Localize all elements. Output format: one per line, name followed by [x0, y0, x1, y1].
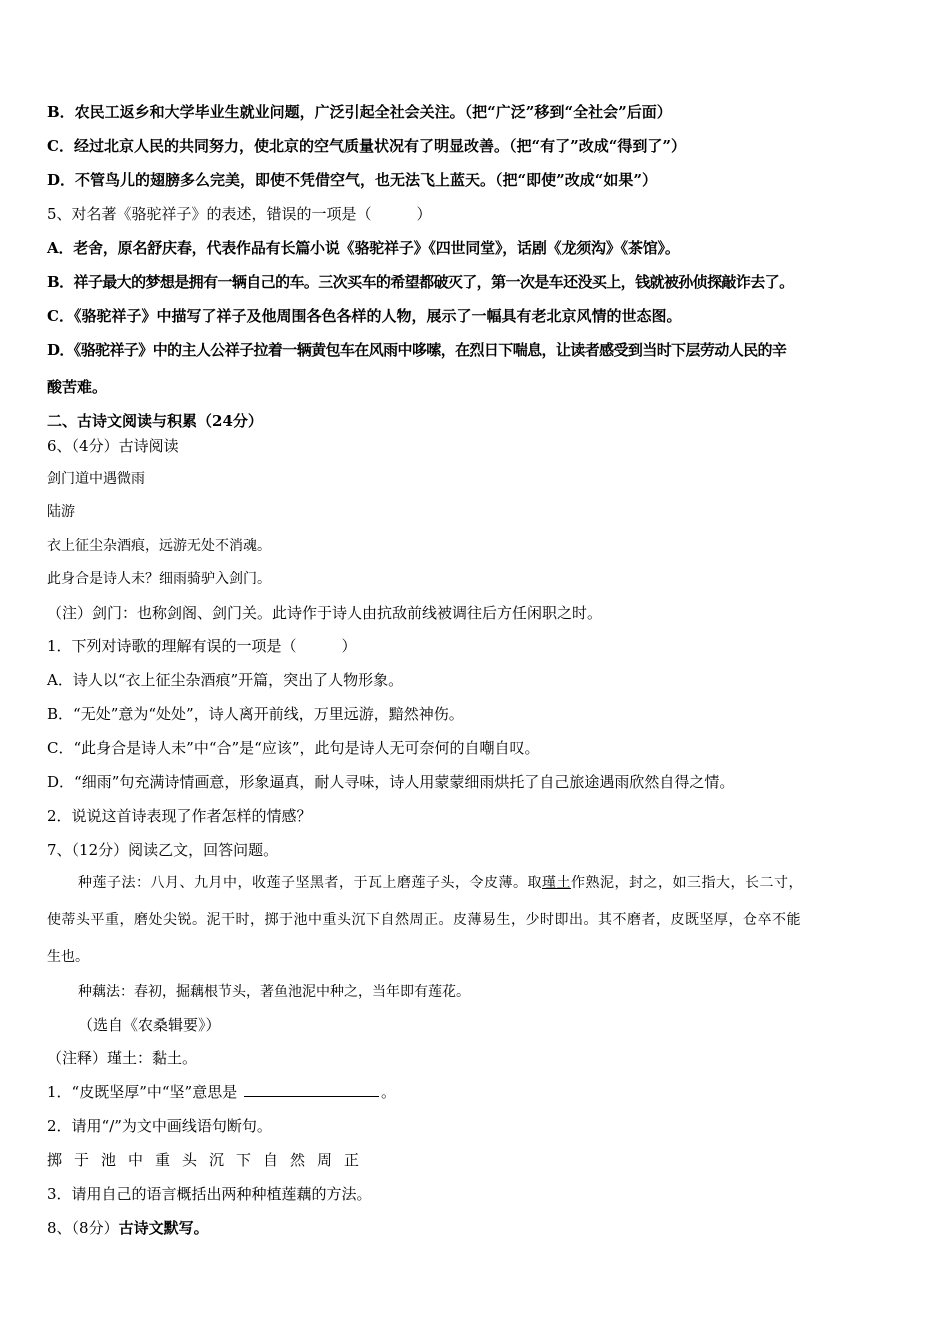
answer-blank[interactable]	[244, 1082, 379, 1097]
q6-stem: 6、（4分）古诗阅读	[47, 437, 179, 455]
q7-sub2-sentence: 掷于池中重头沉下自然周正	[47, 1151, 372, 1169]
q7-sub1-end: 。	[381, 1083, 397, 1101]
q7-passage-p1-line2: 使蒂头平重，磨处尖锐。泥干时，掷于池中重头沉下自然周正。皮薄易生，少时即出。其不磨者，皮既坚厚，仓卒不能	[47, 912, 801, 928]
q7-sub3: 3．请用自己的语言概括出两种种植莲藕的方法。	[47, 1185, 372, 1203]
q7-stem: 7、（12分）阅读乙文，回答问题。	[47, 841, 279, 859]
q7-passage-p1-line3: 生也。	[47, 949, 89, 965]
q5-option-c: C．《骆驼祥子》中描写了祥子及他周围各色各样的人物，展示了一幅具有老北京风情的世态图。	[47, 307, 682, 325]
poem-note: （注）剑门：也称剑阁、剑门关。此诗作于诗人由抗敌前线被调往后方任闲职之时。	[47, 604, 603, 622]
q7-sub2: 2．请用“/”为文中画线语句断句。	[47, 1117, 272, 1135]
q8-title: 古诗文默写。	[118, 1219, 209, 1237]
q7-source: （选自《农桑辑要》）	[78, 1016, 221, 1034]
poem-title: 剑门道中遇微雨	[47, 471, 145, 487]
q7-note: （注释）瑾土：黏土。	[47, 1049, 198, 1067]
q6-option-b: B．“无处”意为“处处”，诗人离开前线，万里远游，黯然神伤。	[47, 705, 464, 723]
section-2-title: 二、古诗文阅读与积累（24分）	[47, 412, 263, 430]
q4-option-c: C．经过北京人民的共同努力，使北京的空气质量状况有了明显改善。（把“有了”改成“得到了”）	[47, 137, 686, 155]
q5-option-a: A．老舍，原名舒庆春，代表作品有长篇小说《骆驼祥子》《四世同堂》，话剧《龙须沟》《茶馆》。	[47, 239, 680, 257]
q5-option-d-line2: 酸苦难。	[47, 378, 108, 396]
q7-sub1-text: 1．“皮既坚厚”中“坚”意思是	[47, 1083, 238, 1101]
q8-number: 8、（8分）	[47, 1219, 119, 1237]
poem-poet: 陆游	[47, 504, 75, 520]
q7-p1-text-a: 种莲子法：八月、九月中，收莲子坚黑者，于瓦上磨莲子头，令皮薄。取	[78, 875, 542, 891]
q7-p1-underlined-word: 瑾土	[542, 875, 571, 891]
q4-option-b: B．农民工返乡和大学毕业生就业问题，广泛引起全社会关注。（把“广泛”移到“全社会”后面）	[47, 103, 672, 121]
poem-line-2: 此身合是诗人未？细雨骑驴入剑门。	[47, 571, 271, 587]
q6-sub2: 2．说说这首诗表现了作者怎样的情感？	[47, 807, 312, 825]
q4-option-d: D．不管鸟儿的翅膀多么完美，即使不凭借空气，也无法飞上蓝天。（把“即使”改成“如果”）	[47, 171, 658, 189]
q6-sub1: 1．下列对诗歌的理解有误的一项是（ ）	[47, 637, 357, 655]
q8-stem	[47, 1218, 209, 1238]
q7-passage-p2: 种藕法：春初，掘藕根节头，著鱼池泥中种之，当年即有莲花。	[78, 984, 470, 1000]
q6-option-a: A．诗人以“衣上征尘杂酒痕”开篇，突出了人物形象。	[47, 671, 404, 689]
poem-line-1: 衣上征尘杂酒痕，远游无处不消魂。	[47, 538, 271, 554]
q5-option-b: B．祥子最大的梦想是拥有一辆自己的车。三次买车的希望都破灭了，第一次是车还没买上，钱就被孙侦探敲诈去了。	[47, 273, 794, 291]
q5-stem: 5、对名著《骆驼祥子》的表述，错误的一项是（ ）	[47, 205, 432, 223]
q5-option-d-line1: D．《骆驼祥子》中的主人公祥子拉着一辆黄包车在风雨中哆嗦，在烈日下喘息，让读者感受到当时下层劳动人民的辛	[47, 341, 787, 359]
q6-option-c: C．“此身合是诗人未”中“合”是“应该”，此句是诗人无可奈何的自嘲自叹。	[47, 739, 540, 757]
q6-option-d: D．“细雨”句充满诗情画意，形象逼真，耐人寻味，诗人用蒙蒙细雨烘托了自己旅途遇雨欣然自得之情。	[47, 773, 735, 791]
q7-sub1	[47, 1082, 396, 1102]
q7-passage-p1-line1	[78, 873, 803, 893]
q7-p1-text-b: 作熟泥，封之，如三指大，长二寸，	[571, 875, 803, 891]
